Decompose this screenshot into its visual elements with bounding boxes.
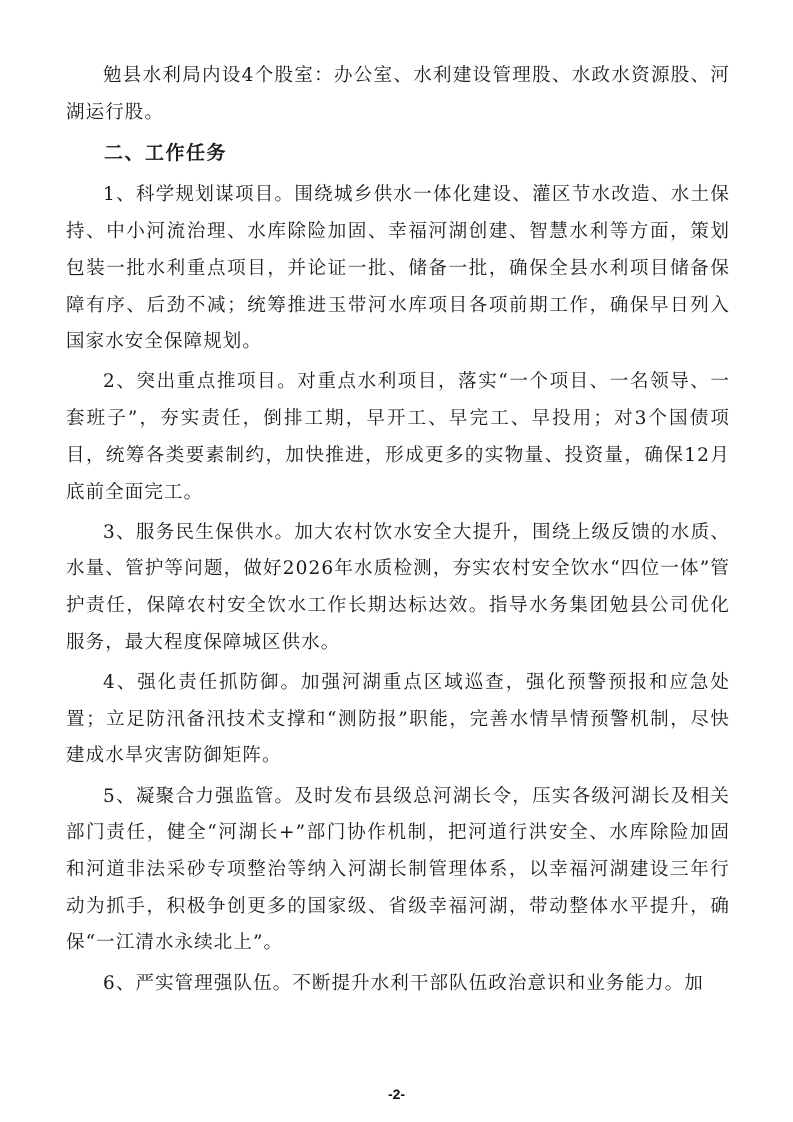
task-paragraph-6: 6、严实管理强队伍。不断提升水利干部队伍政治意识和业务能力。加 (103, 972, 704, 994)
section-heading: 二、工作任务 (104, 142, 228, 165)
task-paragraph-1: 1、科学规划谋项目。围绕城乡供水一体化建设、灌区节水改造、水土保持、中小河流治理、水库除险加固、幸福河湖创建、智慧水利等方面，策划包装一批水利重点项目，并论证一批、储备一批，确保全县水利项目储备保障有序、后劲不减；统筹推进玉带河水库项目各项前期工作，确保早日列入国家水安全保障规划。 (66, 184, 730, 353)
document-body (66, 58, 730, 1002)
page-number: -2- (387, 1086, 406, 1102)
task-paragraph-5: 5、凝聚合力强监管。及时发布县级总河湖长令，压实各级河湖长及相关部门责任，健全“河湖长+”部门协作机制，把河道行洪安全、水库除险加固和河道非法采砂专项整治等纳入河湖长制管理体系，以幸福河湖建设三年行动为抓手，积极争创更多的国家级、省级幸福河湖，带动整体水平提升，确保“一江清水永续北上”。 (66, 785, 730, 954)
task-paragraph-3: 3、服务民生保供水。加大农村饮水安全大提升，围绕上级反馈的水质、水量、管护等问题，做好2026年水质检测，夯实农村安全饮水“四位一体”管护责任，保障农村安全饮水工作长期达标达效。指导水务集团勉县公司优化服务，最大程度保障城区供水。 (66, 521, 730, 653)
intro-paragraph: 勉县水利局内设4个股室：办公室、水利建设管理股、水政水资源股、河湖运行股。 (66, 65, 730, 123)
task-paragraph-4: 4、强化责任抓防御。加强河湖重点区域巡查，强化预警预报和应急处置；立足防汛备汛技术支撑和“测防报”职能，完善水情旱情预警机制，尽快建成水旱灾害防御矩阵。 (66, 672, 730, 767)
task-paragraph-2: 2、突出重点推项目。对重点水利项目，落实“一个项目、一名领导、一套班子”，夯实责任，倒排工期，早开工、早完工、早投用；对3个国债项目，统筹各类要素制约，加快推进，形成更多的实物量、投资量，确保12月底前全面完工。 (66, 371, 730, 503)
